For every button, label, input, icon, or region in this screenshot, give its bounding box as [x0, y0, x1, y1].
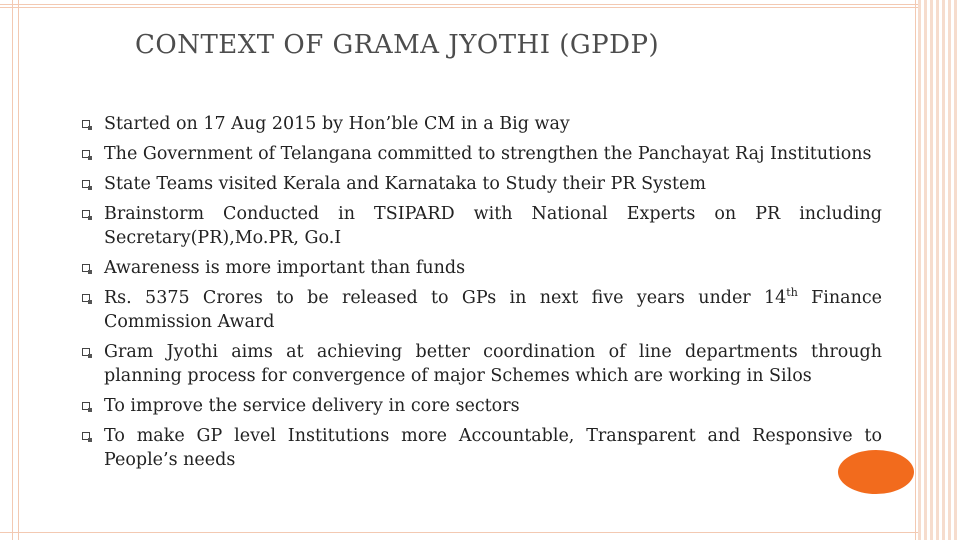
bullet-item [82, 256, 882, 280]
bullet-text: To improve the service delivery in core sectors [104, 396, 520, 416]
ordinal-suffix: th [786, 286, 798, 300]
bullet-text: Awareness is more important than funds [104, 258, 466, 278]
square-bullet-icon [82, 150, 90, 158]
square-bullet-icon [82, 264, 90, 272]
bullet-text-part: Finance Commission Award [104, 288, 883, 332]
frame-top-border [0, 0, 960, 8]
frame-right-rule [915, 0, 916, 540]
frame-bottom-border [0, 532, 960, 540]
bullet-item [82, 286, 882, 334]
bullet-item [82, 424, 882, 472]
bullet-item [82, 142, 882, 166]
bullet-item [82, 202, 882, 250]
orange-oval-decoration [838, 450, 914, 494]
bullet-text-finance [104, 288, 882, 332]
bullet-text: Brainstorm Conducted in TSIPARD with National Experts on PR including Secretary(PR),Mo.PR, Go.I [104, 204, 882, 248]
square-bullet-icon [82, 180, 90, 188]
bullet-text: Gram Jyothi aims at achieving better coordination of line departments through planning process for convergence of major Schemes which are working in Silos [104, 342, 882, 386]
bullet-text: State Teams visited Kerala and Karnataka to Study their PR System [104, 174, 706, 194]
bullet-item [82, 394, 882, 418]
bullet-text: Started on 17 Aug 2015 by Hon’ble CM in a Big way [104, 114, 570, 134]
square-bullet-icon [82, 348, 90, 356]
frame-left-border [0, 0, 19, 540]
bullet-item [82, 172, 882, 196]
bullet-item [82, 112, 882, 136]
square-bullet-icon [82, 210, 90, 218]
bullet-item [82, 340, 882, 388]
bullet-text: To make GP level Institutions more Accountable, Transparent and Responsive to People’s needs [104, 426, 882, 470]
square-bullet-icon [82, 294, 90, 302]
square-bullet-icon [82, 402, 90, 410]
square-bullet-icon [82, 120, 90, 128]
decorative-stripes [918, 0, 960, 540]
square-bullet-icon [82, 432, 90, 440]
bullet-list [82, 112, 882, 478]
slide-title: CONTEXT OF GRAMA JYOTHI (GPDP) [135, 30, 660, 60]
bullet-text-part: Rs. 5375 Crores to be released to GPs in next five years under 14 [104, 288, 787, 308]
bullet-text: The Government of Telangana committed to strengthen the Panchayat Raj Institutions [104, 144, 872, 164]
